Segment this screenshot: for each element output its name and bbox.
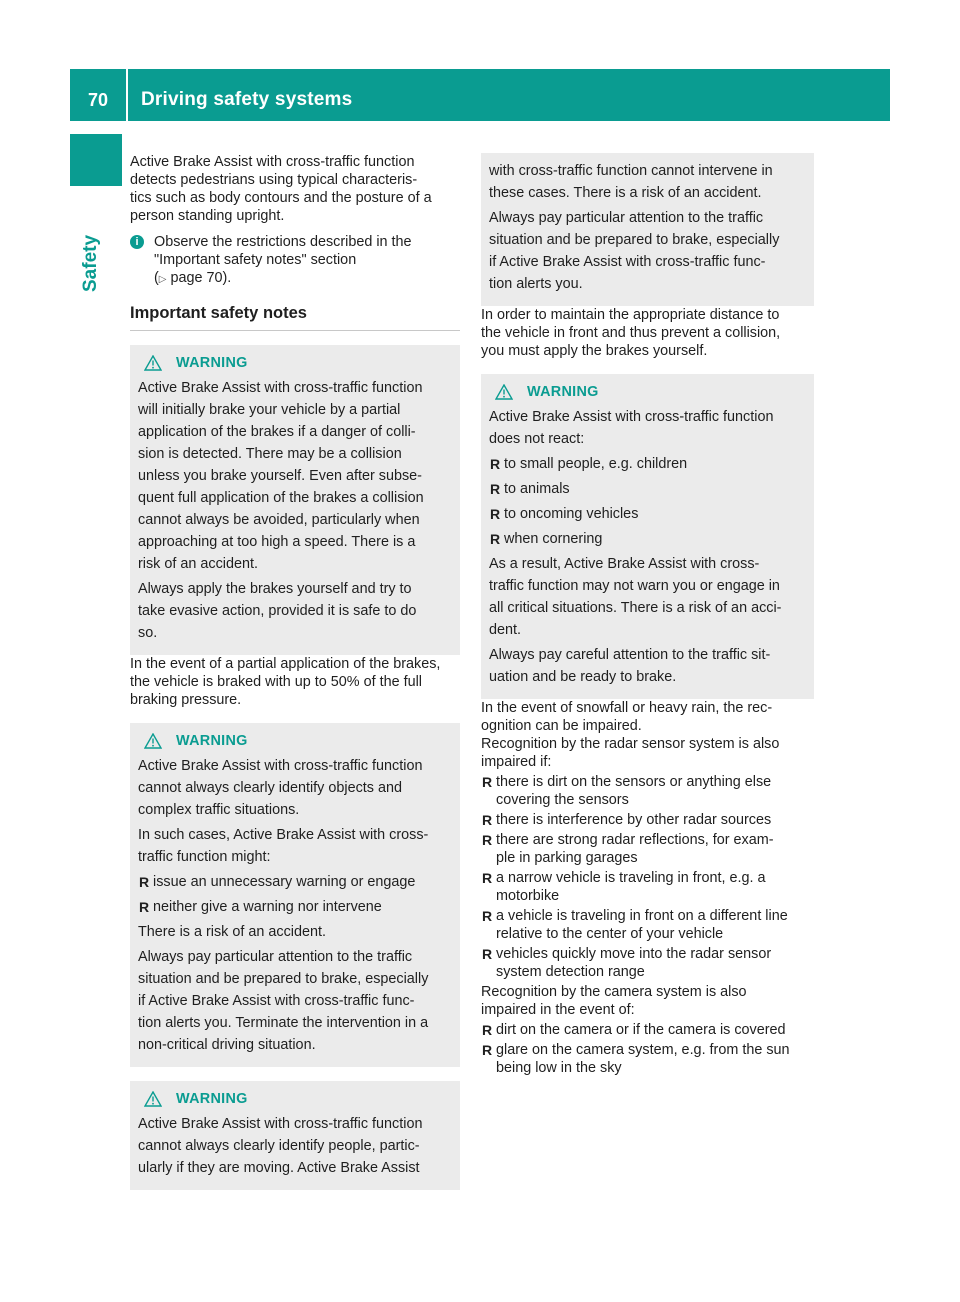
warning-text: Active Brake Assist with cross-traffic function does not react: [489,409,774,447]
warning-text: with cross-traffic function cannot intervene in these cases. There is a risk of an accident. [489,163,773,201]
info-icon: i [130,235,144,249]
header-divider [126,69,128,121]
warning-box-2 [130,723,460,1067]
warning-label: WARNING [176,355,248,371]
camera-bullet-list [481,1021,814,1077]
partial-brake-paragraph: In the event of a partial application of the brakes, the vehicle is braked with up to 50% of the full braking pressure. [130,656,441,708]
warning-text: Active Brake Assist with cross-traffic function cannot always clearly identify people, partic- ularly if they are moving. Active Brake Assist [138,1116,423,1176]
list-item: R neither give a warning nor intervene [139,899,382,915]
warning-text: Always apply the brakes yourself and try to take evasive action, provided it is safe to do so. [138,581,417,641]
list-item: R vehicles quickly move into the radar sensor system detection range [482,946,772,980]
warning-text: There is a risk of an accident. [138,924,326,940]
list-item: R there are strong radar reflections, for exam- ple in parking garages [482,832,774,866]
warning-text: Always pay particular attention to the traffic situation and be prepared to brake, especially if Active Brake Assist with cross-traffic func- tion alerts you. [489,210,780,292]
warning-box-1 [130,345,460,655]
warning-bullet-list [489,453,806,550]
list-item: R to animals [490,481,570,497]
list-item: R issue an unnecessary warning or engage [139,874,416,890]
warning-text: Active Brake Assist with cross-traffic function will initially brake your vehicle by a partial application of the brakes if a danger of colli- sion is detected. There may be a collision unless you brake yourself. Even after subse- quent full application of the brakes a collision cannot always be avoided, particularly when approaching at too high a speed. There is a risk of an accident. [138,380,424,572]
list-item: R glare on the camera system, e.g. from the sun being low in the sky [482,1042,790,1076]
warning-triangle-icon [144,1091,162,1107]
warning-box-3 [130,1081,460,1190]
warning-label: WARNING [176,733,248,749]
list-item: R a vehicle is traveling in front on a different line relative to the center of your vehicle [482,908,788,942]
distance-paragraph: In order to maintain the appropriate distance to the vehicle in front and thus prevent a collision, you must apply the brakes yourself. [481,307,781,359]
section-title: Driving safety systems [141,89,353,110]
warning-box-4 [481,374,814,699]
warning-text: Always pay particular attention to the traffic situation and be prepared to brake, especially if Active Brake Assist with cross-traffic func- tion alerts you. Terminate the intervention in a non-critical driving situation. [138,949,429,1053]
radar-paragraph: Recognition by the radar sensor system is also impaired if: [481,736,780,770]
side-tab-marker [70,134,122,186]
warning-bullet-list [138,871,452,918]
warning-text: In such cases, Active Brake Assist with cross- traffic function might: [138,827,429,865]
snowfall-paragraph: In the event of snowfall or heavy rain, the rec- ognition can be impaired. [481,700,773,734]
section-heading: Important safety notes [130,304,460,331]
warning-triangle-icon [144,355,162,371]
warning-triangle-icon [144,733,162,749]
list-item: R to oncoming vehicles [490,506,639,522]
list-item: R to small people, e.g. children [490,456,688,472]
warning-text: Always pay careful attention to the traffic sit- uation and be ready to brake. [489,647,771,685]
info-note [130,233,460,289]
list-item: R there is interference by other radar sources [482,812,772,828]
camera-paragraph: Recognition by the camera system is also impaired in the event of: [481,984,747,1018]
info-note-text: Observe the restrictions described in the "Important safety notes" section (▷ page 70). [154,234,412,286]
warning-text: As a result, Active Brake Assist with cross- traffic function may not warn you or engage in all critical situations. There is a risk of an acci- dent. [489,556,782,638]
page-ref-link[interactable]: page 70). [170,270,232,286]
side-label: Safety [80,234,101,292]
right-column [481,153,814,1079]
warning-box-continued [481,153,814,306]
list-item: R a narrow vehicle is traveling in front, e.g. a motorbike [482,870,766,904]
warning-label: WARNING [527,384,599,400]
left-column [130,153,460,1190]
radar-bullet-list [481,773,814,981]
page-ref-icon: ▷ [158,274,167,285]
page-number: 70 [87,90,109,110]
list-item: R when cornering [490,531,603,547]
list-item: R there is dirt on the sensors or anything else covering the sensors [482,774,772,808]
intro-paragraph: Active Brake Assist with cross-traffic function detects pedestrians using typical characteris- tics such as body contours and the posture of a person standing upright. [130,154,432,224]
list-item: R dirt on the camera or if the camera is covered [482,1022,786,1038]
warning-triangle-icon [495,384,513,400]
warning-label: WARNING [176,1091,248,1107]
warning-text: Active Brake Assist with cross-traffic function cannot always clearly identify objects and complex traffic situations. [138,758,423,818]
